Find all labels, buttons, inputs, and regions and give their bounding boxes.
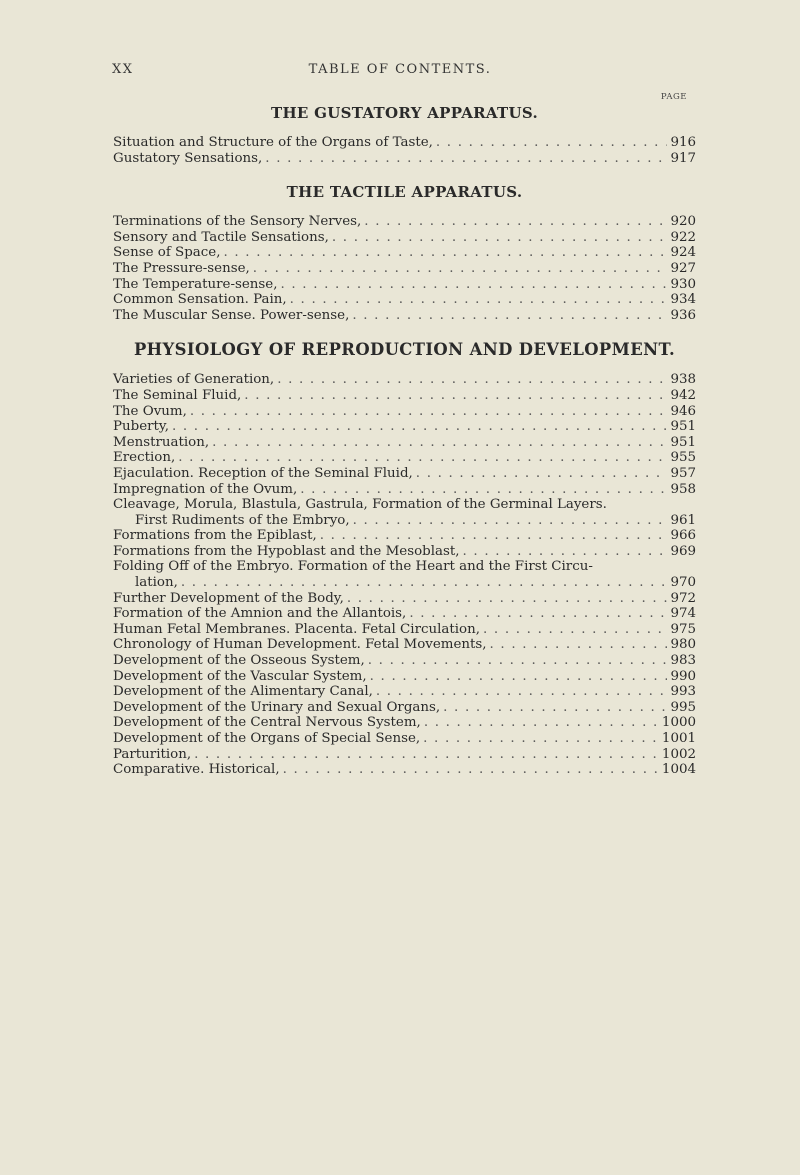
- entry-label: Development of the Central Nervous System,: [113, 715, 421, 731]
- page-column-label: PAGE: [660, 92, 687, 102]
- toc-entry: [113, 466, 696, 482]
- entry-page: 951: [670, 434, 696, 450]
- leader-dots: [190, 404, 667, 420]
- toc-entry: [113, 591, 696, 607]
- toc-entry: [113, 482, 696, 498]
- entry-page: 995: [670, 699, 696, 715]
- leader-dots: [223, 245, 667, 261]
- leader-dots: [370, 669, 667, 685]
- toc-section: [113, 104, 696, 166]
- entry-label: Sensory and Tactile Sensations,: [113, 229, 329, 245]
- section-title: PHYSIOLOGY OF REPRODUCTION AND DEVELOPMENT.: [133, 340, 676, 360]
- entry-label: Sense of Space,: [113, 245, 221, 261]
- entry-label: Situation and Structure of the Organs of Taste,: [113, 135, 433, 150]
- leader-dots: [172, 419, 667, 435]
- toc-entry: [113, 277, 696, 293]
- leader-dots: [424, 715, 659, 731]
- entry-label: Development of the Vascular System,: [113, 668, 367, 684]
- entry-page: 990: [670, 668, 696, 684]
- entry-page: 924: [670, 245, 696, 261]
- entry-label: The Muscular Sense. Power-sense,: [113, 307, 350, 323]
- section-title: THE GUSTATORY APPARATUS.: [270, 104, 539, 122]
- entry-label: Gustatory Sensations,: [113, 150, 263, 166]
- toc-entry: [113, 715, 696, 731]
- entry-label: Development of the Alimentary Canal,: [113, 684, 373, 700]
- leader-dots: [181, 575, 667, 591]
- running-title: TABLE OF CONTENTS.: [308, 62, 492, 77]
- entry-page: 934: [670, 292, 696, 308]
- entry-page: 938: [670, 372, 696, 388]
- toc-entry: [113, 135, 696, 151]
- entry-label: Puberty,: [113, 419, 169, 435]
- toc-entry: [113, 700, 696, 716]
- leader-dots: [194, 747, 659, 763]
- entry-page: 946: [670, 403, 696, 419]
- entry-label: Menstruation,: [113, 434, 210, 450]
- leader-dots: [290, 292, 667, 308]
- leader-dots: [409, 606, 667, 622]
- leader-dots: [490, 637, 667, 653]
- entry-label: Development of the Osseous System,: [113, 653, 365, 669]
- entry-page: 975: [670, 621, 696, 637]
- entry-page: 922: [670, 229, 696, 245]
- toc-entry: [113, 731, 696, 747]
- entry-label: Ejaculation. Reception of the Seminal Fluid,: [113, 465, 413, 481]
- leader-dots: [300, 482, 667, 498]
- entry-page: 920: [670, 214, 696, 230]
- entry-page: 970: [670, 575, 696, 591]
- toc-entry: [113, 404, 696, 420]
- entry-page: 951: [670, 419, 696, 435]
- entry-label: Impregnation of the Ovum,: [113, 481, 298, 497]
- entry-label: The Temperature-sense,: [113, 276, 278, 292]
- leader-dots: [347, 591, 667, 607]
- toc-entry: [113, 245, 696, 261]
- leader-dots: [443, 700, 667, 716]
- toc-entry: [113, 528, 696, 544]
- leader-dots: [265, 151, 667, 167]
- entry-label: Terminations of the Sensory Nerves,: [113, 214, 362, 230]
- toc-entry: [113, 762, 696, 778]
- entry-label: The Ovum,: [113, 403, 187, 419]
- toc-entry: [113, 669, 696, 685]
- leader-dots: [280, 277, 667, 293]
- leader-dots: [353, 513, 667, 529]
- entry-page: 969: [670, 543, 696, 559]
- leader-dots: [320, 528, 667, 544]
- entry-page: 917: [670, 150, 696, 166]
- leader-dots: [416, 466, 667, 482]
- entry-page: 927: [670, 260, 696, 276]
- leader-dots: [352, 308, 667, 324]
- toc-entry: [113, 435, 696, 451]
- leader-dots: [368, 653, 667, 669]
- entry-label-first-line: Folding Off of the Embryo. Formation of the Heart and the First Circu-: [113, 559, 593, 575]
- toc-entry: [113, 151, 696, 167]
- leader-dots: [283, 762, 659, 778]
- leader-dots: [277, 372, 667, 388]
- entry-label: Human Fetal Membranes. Placenta. Fetal Circulation,: [113, 621, 480, 637]
- running-head: [112, 62, 688, 77]
- entry-label: The Seminal Fluid,: [113, 387, 242, 403]
- entry-page: 980: [670, 637, 696, 653]
- leader-dots: [178, 450, 667, 466]
- toc-entry: [113, 214, 696, 230]
- leader-dots: [423, 731, 659, 747]
- entry-label: Formations from the Hypoblast and the Mesoblast,: [113, 543, 460, 559]
- entry-page: 961: [670, 512, 696, 528]
- toc-entry: [113, 622, 696, 638]
- entry-label-first-line: Cleavage, Morula, Blastula, Gastrula, Formation of the Germinal Layers.: [113, 497, 607, 513]
- entry-label: Further Development of the Body,: [113, 590, 344, 606]
- entry-label: Comparative. Historical,: [113, 762, 280, 778]
- entry-label: Formation of the Amnion and the Allantois,: [113, 606, 407, 622]
- leader-dots: [244, 388, 667, 404]
- entry-label: The Pressure-sense,: [113, 260, 250, 276]
- entry-page: 957: [670, 465, 696, 481]
- section-title: THE TACTILE APPARATUS.: [286, 183, 523, 202]
- toc-entry: [113, 388, 696, 404]
- entry-label: Common Sensation. Pain,: [113, 292, 287, 308]
- entry-page: 993: [670, 684, 696, 700]
- entry-label: Development of the Organs of Special Sense,: [113, 731, 421, 746]
- entry-label: Chronology of Human Development. Fetal Movements,: [113, 637, 487, 653]
- entry-page: 958: [670, 481, 696, 497]
- folio: XX: [112, 62, 134, 77]
- toc-entry: [113, 292, 696, 308]
- leader-dots: [332, 230, 667, 246]
- toc-entry: [113, 372, 696, 388]
- leader-dots: [253, 261, 667, 277]
- toc-entry: [113, 747, 696, 763]
- toc-entry: [113, 261, 696, 277]
- entry-page: 936: [670, 307, 696, 323]
- entry-label: Varieties of Generation,: [113, 372, 275, 388]
- entry-page: 916: [670, 135, 696, 150]
- entry-page: 1001: [661, 731, 696, 746]
- leader-dots: [483, 622, 667, 638]
- toc-section: [113, 183, 696, 323]
- entry-label: Development of the Urinary and Sexual Organs,: [113, 699, 441, 715]
- leader-dots: [463, 544, 667, 560]
- toc-entry: [113, 544, 696, 560]
- toc-entry: [113, 684, 696, 700]
- toc-entry: [113, 419, 696, 435]
- entry-label: Parturition,: [113, 746, 192, 762]
- toc-entry: [113, 637, 696, 653]
- entry-label: Formations from the Epiblast,: [113, 528, 317, 544]
- entry-page: 1002: [661, 746, 696, 762]
- table-of-contents: [113, 104, 696, 795]
- entry-page: 930: [670, 276, 696, 292]
- leader-dots: [212, 435, 667, 451]
- entry-label: First Rudiments of the Embryo,: [135, 512, 350, 528]
- toc-entry: [113, 559, 696, 590]
- leader-dots: [376, 684, 667, 700]
- toc-entry: [113, 606, 696, 622]
- leader-dots: [364, 214, 667, 230]
- entry-label: lation,: [135, 575, 178, 591]
- toc-entry: [113, 230, 696, 246]
- toc-entry: [113, 308, 696, 324]
- entry-page: 983: [670, 653, 696, 669]
- toc-entry: [113, 653, 696, 669]
- entry-page: 972: [670, 590, 696, 606]
- entry-page: 1004: [661, 762, 696, 778]
- entry-page: 942: [670, 387, 696, 403]
- toc-entry: [113, 450, 696, 466]
- entry-page: 966: [670, 528, 696, 544]
- entry-page: 955: [670, 450, 696, 466]
- entry-label: Erection,: [113, 450, 176, 466]
- toc-entry: [113, 497, 696, 528]
- entry-page: 1000: [661, 715, 696, 731]
- entry-page: 974: [670, 606, 696, 622]
- toc-section: [113, 340, 696, 777]
- leader-dots: [436, 135, 667, 151]
